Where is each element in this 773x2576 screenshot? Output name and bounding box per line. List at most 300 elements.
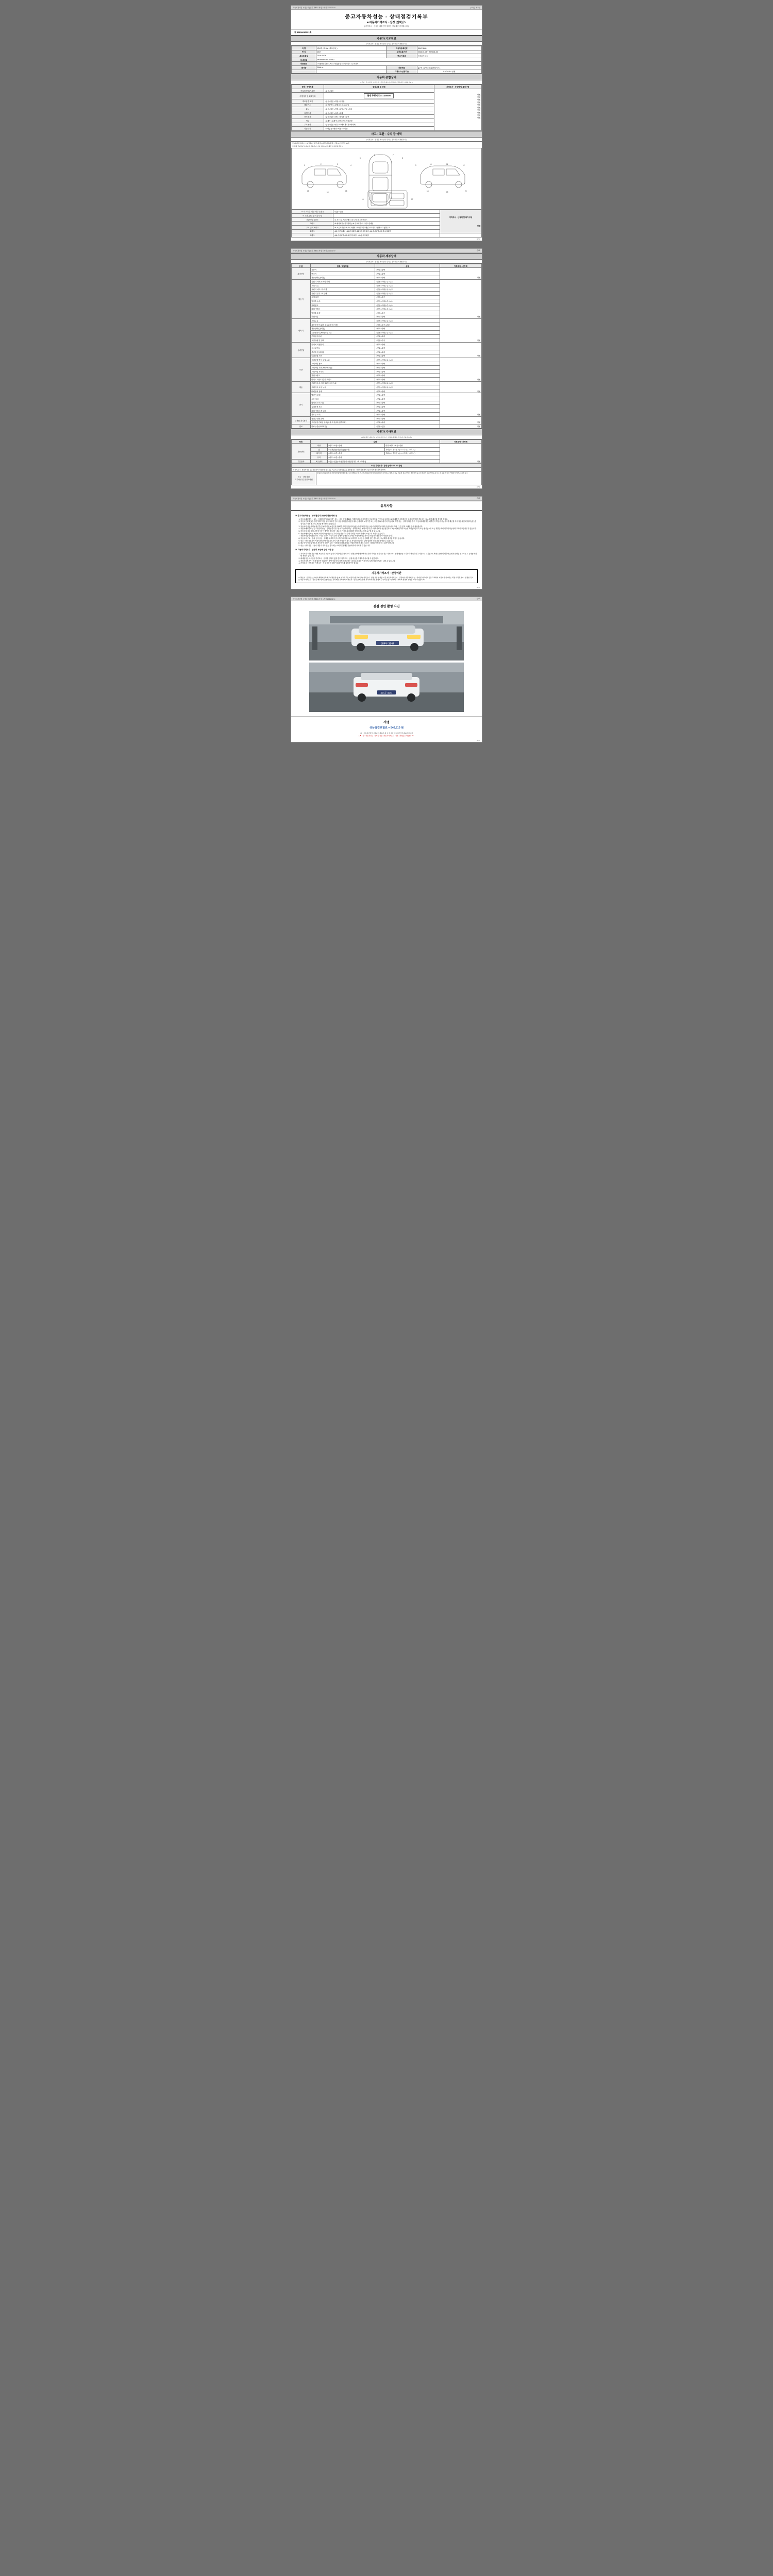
overall-note-cell bbox=[434, 89, 481, 130]
svg-text:12: 12 bbox=[463, 164, 465, 166]
note-unit-4: 만원 bbox=[477, 101, 481, 104]
value-model-year: 2017 bbox=[316, 50, 386, 54]
price-summary-value: 0 0 0 0 0 만원 bbox=[391, 465, 402, 467]
detail-part-label: 클러치 어셈블리 bbox=[310, 342, 375, 346]
etc-label-glass: 유리 bbox=[310, 455, 327, 460]
etc-col-price: 가격조사 · 산정액 bbox=[440, 439, 481, 444]
table-row bbox=[292, 233, 482, 238]
photos-title: 점검 정면 촬영 사진 bbox=[373, 605, 400, 609]
row-label-usage-change: 용도변경 bbox=[292, 115, 324, 119]
page-2 bbox=[291, 248, 482, 489]
accident-check-options[interactable]: □없음 □있음 bbox=[333, 210, 440, 214]
row-detail-tuning: □없음 □있음 □적법 □불법 □구조 □장치 bbox=[324, 107, 434, 111]
detail-group-label: 고전원 전기장치 bbox=[292, 417, 311, 425]
etc-state-possession[interactable]: □없음 □있음(□사용설명서 □안전삼각대 □잭 □스패너) bbox=[328, 459, 440, 463]
svg-text:11: 11 bbox=[446, 163, 448, 165]
detail-state-options[interactable]: □양호 □불량 bbox=[375, 342, 440, 346]
section-overall-note: ( 주행 · 주요골격, 가격조사 · 산정은 매수인이 원하는 경우에만 기재합니다 ) bbox=[291, 80, 482, 84]
detail-state-options[interactable]: □없음 □미세누유 □누유 bbox=[375, 330, 440, 334]
row-detail-modification: □없음 □있음 □적합 □부적합 bbox=[324, 99, 434, 103]
detail-group-label: 자기진단 bbox=[292, 268, 311, 280]
section-overall-title: 자동차 종합상태 bbox=[291, 74, 482, 80]
row-detail-recall: □해당없음 □해당 □이행 □미이행 bbox=[324, 127, 434, 131]
detail-part-label: 등속조인트 bbox=[310, 346, 375, 350]
etc-state-interior[interactable] bbox=[384, 444, 440, 448]
value-inspection-period: 2023-01-03 ~ 2025-01-03 bbox=[417, 50, 481, 54]
detail-part-label: 디퍼렌셜 기어 bbox=[310, 354, 375, 358]
notice-item: 3. 자동차가격조사 · 산정 내용은 매수인이 해당 자동차의 가격을 판단하는 데 참고가 되는 자료이며, 실제 거래가격과는 다를 수 있습니다. bbox=[300, 560, 478, 563]
detail-group-label: 전기 bbox=[292, 393, 311, 417]
detail-part-label: 브레이크 오일 누유 bbox=[310, 385, 375, 389]
detail-state-options[interactable]: □양호 □불량 bbox=[375, 369, 440, 374]
detail-state-options[interactable]: □양호 □불량 bbox=[375, 374, 440, 378]
accident-parts-title: ※ 교환, 판금 등 이상 부위 bbox=[292, 214, 333, 218]
detail-part-label: 타이로드엔드 및 볼 조인트 bbox=[310, 378, 375, 382]
detail-part-label: 실린더 커버 로커암 커버 bbox=[310, 280, 375, 284]
detail-part-label: 추진축 및 베어링 bbox=[310, 350, 375, 354]
etc-col-item: 항목 bbox=[292, 439, 311, 444]
accident-note-unit: 만원 bbox=[477, 225, 481, 227]
etc-state-tire2[interactable]: 후좌 ( □ / 후우전 □ ) □ □ / 후우 ( □ / 후 □ ) bbox=[384, 451, 440, 455]
notice-item: 4. 자동차매매업자는 중고자동차 성능 · 상태점검기록부를 매수인에게 성능 · 상태를 확인 매매 보장기간 · 내역정보의 성능점검자의 보증 매매업자의 보증을 교환 ( 보증수리 또는 환불 ) 소정 또는 개별금액에 대하여 성능상태 고지의 보증의무가 있습니다. bbox=[300, 528, 478, 530]
signature-title: 서명 bbox=[291, 716, 482, 726]
parts-rank-a: A랭크 bbox=[314, 226, 318, 229]
col-detail: 점검내용 및 상태 bbox=[324, 85, 434, 89]
photo-rear-view bbox=[309, 663, 464, 712]
detail-state-options[interactable]: □적정 □부족 □과다 bbox=[375, 323, 440, 327]
detail-state-options[interactable]: □양호 □불량 bbox=[375, 420, 440, 425]
detail-part-label: 라디에이터 bbox=[310, 307, 375, 311]
label-vin: 차대번호 bbox=[292, 58, 316, 62]
note-unit-9: 만원 bbox=[477, 114, 481, 116]
svg-text:2: 2 bbox=[321, 163, 322, 165]
detail-part-label: 작동상태 (공회전) bbox=[310, 327, 375, 331]
value-fuel-used: ■무연 □유연 □기타( LPG/가스 ) bbox=[417, 65, 481, 70]
detail-part-label: 배력장치 상태 bbox=[310, 389, 375, 393]
section-detail-title: 자동차 세부상태 bbox=[291, 253, 482, 260]
topbar-4-left: 자동차관리법 시행규칙 [별지 제82호서식] <개정 2021.11.9> bbox=[293, 598, 335, 601]
detail-part-label: 시동 모터 bbox=[310, 397, 375, 401]
detail-price-cell: 만원 bbox=[440, 358, 481, 382]
basic-info-table bbox=[291, 46, 482, 74]
detail-state-options[interactable]: □적정 □부족 bbox=[375, 338, 440, 343]
notice-body bbox=[291, 511, 482, 567]
col-state: 상태 bbox=[375, 264, 440, 268]
parts-rank-5: C랭크 bbox=[292, 233, 333, 238]
detail-part-label: 실내송풍 모터 bbox=[310, 405, 375, 409]
detail-state-options[interactable]: □양호 □불량 bbox=[375, 276, 440, 280]
parts-row-3[interactable]: □8.프론트패널 □9.크로스멤버 □10.인사이드패널 □11.사이드멤버 □12.휠하우스 bbox=[333, 226, 440, 230]
value-fuel-type: □가솔린 ■디젤 □LPG □기타(전기) □하이브리드 □수소전기 bbox=[316, 62, 481, 66]
table-header-row bbox=[292, 264, 482, 268]
table-row bbox=[292, 467, 482, 471]
etc-group-basic-items: 기본품목 bbox=[292, 459, 311, 463]
detail-state-options[interactable]: □양호 □불량 bbox=[375, 397, 440, 401]
notice-item: 3. 자동차의 성능상태 보장기간은 30일 이상 보증거리 2,000킬로미터이상이며 (성능거리 30일 이상, 보증거리 2천킬로미터 이상이어야 하며, 그 중 먼저 도래한 것을 적용합니다. bbox=[300, 526, 478, 528]
detail-group-label: 동력전달 bbox=[292, 342, 311, 358]
note-unit-3: 만원 bbox=[477, 98, 481, 101]
table-row bbox=[292, 425, 482, 429]
table-header-row bbox=[292, 439, 482, 444]
row-label-recall: 리콜대상 bbox=[292, 127, 324, 131]
detail-part-label: 실린더 헤드 / 가스켓 bbox=[310, 287, 375, 292]
notice-item: 6. 자동차매매업자는 보증에 대하여 자동차인도일부터 성능점검기록부에 기재된 보증기간 내에 보증수리 책임이 있습니다. bbox=[300, 533, 478, 535]
table-row bbox=[292, 210, 482, 214]
row-detail-special-history: □없음 □있음 □침수 □화재 bbox=[324, 111, 434, 115]
note-unit-6: 만원 bbox=[477, 106, 481, 109]
detail-state-options[interactable]: □양호 □불량 bbox=[375, 417, 440, 421]
detail-state-options[interactable]: □양호 □불량 bbox=[375, 401, 440, 405]
table-row bbox=[292, 70, 482, 74]
page-4 bbox=[291, 597, 482, 742]
detail-part-label: 자동변속기 (A/T) 오일유량 및 상태 bbox=[310, 323, 375, 327]
notice-title: 유의사항 bbox=[291, 501, 482, 511]
table-row bbox=[292, 381, 482, 385]
vehicle-damage-diagram[interactable] bbox=[291, 148, 482, 210]
document-subtitle: ■ 자동차가격조사 · 산정 (선택) ▷ bbox=[367, 21, 406, 24]
value-car-name: 쉐보레 (쉐 206 (세보람들 ) bbox=[316, 46, 386, 50]
label-car-name: 차 명 bbox=[292, 46, 316, 50]
remarks-content: 환승폰트회원니 신차대비 60만원에 낙찰되었나 147,650km(가, 15,876,690원/년간이력(만원)의 비교해 또는 할부로 기능 여불한 검증시에서 비피아자 중고차 폐교시 부분적인 등은 모두 복사된 것들과 거래되기 어려운 지 입니다. bbox=[316, 471, 481, 485]
mileage-value: 현재 주행거리 147,650km bbox=[364, 93, 394, 98]
detail-state-options[interactable]: □양호 □불량 bbox=[375, 350, 440, 354]
parts-row-1[interactable]: □1.후드 □2.프론트휀더 □3.도어 □4.트렁크리드 bbox=[333, 217, 440, 222]
detail-part-label: 냉각수 누수 bbox=[310, 299, 375, 303]
svg-text:15: 15 bbox=[345, 190, 347, 192]
page-3-topbar bbox=[291, 497, 482, 501]
detail-state-options[interactable]: □양호 □불량 bbox=[375, 334, 440, 338]
parts-row-5-note bbox=[440, 233, 481, 238]
detail-part-label: 오일 누유 bbox=[310, 283, 375, 287]
row-detail-options: □없음 □있음 □선루프 □내비게이션 □에어백 bbox=[324, 123, 434, 127]
notice-item: 1. 자동차매매업자는 성능 · 상태점검기록부(이하 " 성능 · 상태 책임 제30조 기재한 내용을 고지하지 아니하거나 거짓으로 고지함으로써 매수인에게 재산상 손해가 발생한 경우에는 그 손해를 배상할 책임을 집니다. bbox=[300, 518, 478, 521]
notice-item: 2. 자동차인도일(성능점검기록부 작성 원도 교부가 인도 성능상태점검 내용을 매수인에 대해 보장기간 또는 보증거리(보장거리 자동차와 계약 성능 · 상태가 다른 경우, 자동차매매업자는 매수인의 책임성 성능상태를 제공할 의무 자동차인도일부터(성능점검기록부 작성 원도의) 보증을 확인할 수 있습니다. bbox=[300, 520, 478, 525]
row-label-modification: 개조변경 표기 bbox=[292, 99, 324, 103]
topbar-2-left: 자동차관리법 시행규칙 [별지 제82호서식] <개정 2021.11.9> bbox=[293, 249, 335, 252]
svg-text:16: 16 bbox=[362, 198, 364, 200]
detail-part-label: 냉각수 수량 bbox=[310, 311, 375, 315]
price-definition-text: "가격조사 · 산정"은 소비자가 해당자동차의 구매결정을 할 때 참고가 되는 자동차 (중고자동차) 가격조사 · 산정 내용 안내를 기준 자동차가격조사 · 산정자가 자동차의 성능 · 상태 및 사고이력 등을 고려하여 시장에서 거래되는 적정 가격을 조사 · 산정한 것으로 자동차가격조사 · 산정은 매수인의 요청이 있는 경우에만 실시하며 가격조사 · 산정 금액은 참조 가격이며 관련 법령의 구속력은 없고 실제의 구매자의 결정에 영향을 미칠 수 없습니다. bbox=[298, 576, 474, 581]
etc-label-tire: 타이어 bbox=[310, 451, 327, 455]
page-topbar bbox=[291, 6, 482, 10]
section-basic-title: 자동차 기본정보 bbox=[291, 35, 482, 42]
col-note: 가격조사 · 산정액 및 특기사항 bbox=[434, 85, 481, 89]
detail-part-label: 작동상태 (공회전) bbox=[310, 276, 375, 280]
svg-text:18: 18 bbox=[427, 190, 429, 192]
detail-state-options[interactable]: □없음 □있음 bbox=[375, 425, 440, 429]
etc-state-glass[interactable]: □양호 □보통 □불량 bbox=[328, 455, 440, 460]
svg-text:7: 7 bbox=[393, 154, 394, 156]
svg-text:19: 19 bbox=[446, 191, 448, 193]
row-label-special-history: 특별이력 bbox=[292, 111, 324, 115]
value-first-registration: 2016-09-26 bbox=[316, 54, 386, 58]
detail-group-label: 변속기 bbox=[292, 319, 311, 343]
notice-item: 1. 가격조사 · 산정자는 매매 보증기간 또는 보증거리 이내에 본 가격조사 · 산정금액에 대하여 매수인이 이의를 제기하는 경우 가격조사 · 산정 내용을 고지하지 아니하거나 거짓으로 고지함으로써 매수인에게 재산상 손해가 발생한 경우에는 그 손해를 배상할 책임이 있습니다. bbox=[300, 553, 478, 557]
parts-rank-4: B랭크 bbox=[292, 229, 333, 233]
remarks-label bbox=[292, 471, 316, 485]
table-row bbox=[292, 471, 482, 485]
parts-group-outer-label: 외판 부위 bbox=[306, 218, 314, 221]
note-unit-5: 만원 bbox=[477, 104, 481, 106]
notice-list-1 bbox=[295, 518, 478, 547]
detail-state-options[interactable]: □양호 □불량 bbox=[375, 378, 440, 382]
notice-item: 5. 자동차의 성능상태 내역에 이상이 발생한 경우에는 매수인은 자동차매매업자에게 보증수리를 요구할 수 있습니다. bbox=[300, 530, 478, 533]
remarks-label-2: 특기사항 및 점검자의견 bbox=[295, 479, 313, 481]
topbar-3-right: (3/3) bbox=[477, 497, 480, 499]
table-row bbox=[292, 65, 482, 70]
inspection-insurance-fee: 성능점검보험료 = 546,810 원 bbox=[369, 726, 404, 730]
detail-state-options[interactable]: □없음 □미세누유 □누유 bbox=[375, 381, 440, 385]
row-detail-usage-change: □없음 □있음 □렌트 □영업용 □관용 bbox=[324, 115, 434, 119]
note-unit-7: 만원 bbox=[477, 109, 481, 111]
row-label-transfer: 전일체 및 특기사항 bbox=[292, 89, 324, 93]
notice-item: 11. 성능 · 상태점검 내용에 대한 이의가 있는 경우에는 소비자분쟁해결기준에 따라 처리할 수 있습니다. bbox=[300, 545, 478, 547]
detail-group-label: 원동기 bbox=[292, 280, 311, 319]
price-definition-box bbox=[295, 569, 478, 584]
label-model-year: 연 식 bbox=[292, 50, 316, 54]
value-blank bbox=[316, 70, 386, 74]
detail-part-label: 워터펌프 bbox=[310, 303, 375, 307]
etc-label-possession: 보유상태 bbox=[310, 459, 327, 463]
detail-state-options[interactable]: □양호 □불량 bbox=[375, 315, 440, 319]
table-row bbox=[292, 393, 482, 397]
etc-state-wheel2[interactable]: 후좌 ( □ / 후우전 □ ) □ □ / 후우 ( □ / 후 □ ) bbox=[384, 447, 440, 451]
value-transmission: 자동6단 등속 bbox=[417, 54, 481, 58]
detail-price-cell: 만원 bbox=[440, 280, 481, 319]
notice-list-2 bbox=[295, 553, 478, 565]
detail-group-label: 조향 bbox=[292, 358, 311, 382]
topbar-right-text: (3쪽중 제1쪽) bbox=[470, 7, 480, 9]
etc-col-state: 상태 bbox=[310, 439, 440, 444]
detail-state-options[interactable]: □양호 □불량 bbox=[375, 268, 440, 272]
detail-state-options[interactable]: □양호 □불량 bbox=[375, 405, 440, 409]
notice-item: 7. 자동차성능상태점검자가 고지한 내용이 사실과 달라 손해가 발생한 경우에는 자동차매매업자 또는 성능상태점검자가 책임을 집니다. bbox=[300, 535, 478, 537]
svg-text:304두 3644: 304두 3644 bbox=[380, 691, 393, 694]
svg-text:13: 13 bbox=[307, 190, 309, 192]
detail-part-label: 오일유량 및 상태 bbox=[310, 338, 375, 343]
row-label-tuning: 튜닝 bbox=[292, 107, 324, 111]
parts-row-2[interactable]: □5.쿼터패널 ( 리어휀더 ) □6.루프패널 □7.사이드실패널 bbox=[333, 222, 440, 226]
detail-state-options[interactable]: □양호 □불량 bbox=[375, 362, 440, 366]
notice-head-2: ※ 자동차가격조사 · 산정의 보증에 관한 사항 등 bbox=[295, 549, 334, 551]
signature-footnote-1: [ ▼ ] 자동차관리법 시행규칙 제82조 제 호 에 따라 자동차관리법 제20조에 따라 bbox=[360, 732, 413, 735]
detail-part-label: 스티어링 펌프 bbox=[310, 362, 375, 366]
detail-state-options[interactable]: □양호 □불량 bbox=[375, 389, 440, 393]
note-unit-2: 만원 bbox=[477, 96, 481, 98]
detail-state-options[interactable]: □없음 □미세누수 □누수 bbox=[375, 303, 440, 307]
detail-part-label: 발전기 출력 bbox=[310, 393, 375, 397]
page-3 bbox=[291, 496, 482, 590]
detail-price-cell: 만원 bbox=[440, 417, 481, 425]
notice-item: 4. 가격조사 · 산정자는 가격조사 · 산정 내용에 대하여 매수인에게 설명하여야 합니다. bbox=[300, 562, 478, 565]
topbar-4-right: (4/4) bbox=[477, 598, 480, 600]
detail-state-options[interactable]: □없음 □미세누유 □누유 bbox=[375, 280, 440, 284]
detail-state-options[interactable]: □없음 □미세누수 □누수 bbox=[375, 307, 440, 311]
price-summary-note-text: ※ 가격조사 · 산정가격은 성능점검자가 작성한 점검내용을 기준으로 작성되었음을 확인합니다. bbox=[292, 468, 356, 471]
page-4-footer: (4/4) bbox=[476, 739, 480, 742]
note-unit-8: 만원 bbox=[477, 111, 481, 114]
svg-text:4: 4 bbox=[350, 164, 351, 166]
detail-part-label: 오일 유량 bbox=[310, 295, 375, 299]
detail-state-options[interactable]: □양호 □불량 bbox=[375, 409, 440, 413]
label-price-basis: 가격조사·산정기준 bbox=[386, 70, 417, 74]
svg-text:20: 20 bbox=[465, 190, 467, 192]
label-fuel-type: 사용연료 bbox=[292, 62, 316, 66]
value-displacement: 2046 cc bbox=[316, 65, 386, 70]
label-fuel-used: 사용연료 bbox=[386, 65, 417, 70]
price-summary-title bbox=[292, 464, 482, 468]
detail-part-label: 동력조향 작동 오일 누유 bbox=[310, 358, 375, 362]
document-subnote: ( 가격조사 · 산정은 매수인이 원하는 경우에만 기재합니다 ) bbox=[291, 25, 482, 29]
detail-part-label: 커먼레일 bbox=[310, 315, 375, 319]
price-summary-title-text: ※ 총 가격조사 · 산정 금액 bbox=[371, 465, 391, 467]
table-row bbox=[292, 89, 482, 93]
svg-text:304두 3644: 304두 3644 bbox=[381, 642, 394, 646]
detail-part-label: 와이퍼 모터 기능 bbox=[310, 401, 375, 405]
detail-state-options[interactable]: □없음 □미세누유 □누유 bbox=[375, 287, 440, 292]
detail-state-options[interactable]: □양호 □불량 bbox=[375, 393, 440, 397]
detail-part-label: 브레이크 마스터 실린더오일 누유 bbox=[310, 381, 375, 385]
table-row bbox=[292, 268, 482, 272]
detail-group-label: 연료 bbox=[292, 425, 311, 429]
table-row bbox=[292, 46, 482, 50]
row-label-mileage: 주행거리 및 최초등록 bbox=[292, 93, 324, 99]
svg-text:3: 3 bbox=[337, 163, 338, 165]
table-row bbox=[292, 50, 482, 54]
parts-group-outer bbox=[292, 217, 333, 222]
svg-text:6: 6 bbox=[374, 154, 375, 156]
detail-part-label: 고전원전기배선 상태(피복,고정상태,접촉보호) bbox=[310, 420, 375, 425]
table-row bbox=[292, 444, 482, 448]
svg-text:14: 14 bbox=[327, 191, 329, 193]
table-row bbox=[292, 464, 482, 468]
detail-state-options[interactable]: □양호 □불량 bbox=[375, 327, 440, 331]
signature-footnote-2: [ ▼ ] 중고자동차성능 · 상태를 점검 [ 자동차가격조사 · 산정 ] 하였음을 확인합니다. bbox=[359, 735, 414, 737]
page-3-footer: (3/3) bbox=[476, 586, 480, 589]
overall-state-table bbox=[291, 84, 482, 131]
svg-text:1: 1 bbox=[304, 164, 305, 166]
detail-state-options[interactable]: □없음 □미세누유 □누유 bbox=[375, 283, 440, 287]
detail-part-label: 충전구 절연 상태 bbox=[310, 417, 375, 421]
detail-state-options[interactable]: □양호 □불량 bbox=[375, 354, 440, 358]
price-summary-options[interactable]: □신차기준가격 □중고차시세 □가치하락액 bbox=[356, 468, 385, 471]
label-transmission: 변속기종류 bbox=[386, 54, 417, 58]
accident-parts-table bbox=[291, 210, 482, 238]
parts-rank-2: 2랭크 bbox=[292, 222, 333, 226]
label-displacement: 배기량 bbox=[292, 65, 316, 70]
detail-part-label: 오일누유 bbox=[310, 319, 375, 323]
table-row bbox=[292, 58, 482, 62]
col-price: 가격조사 · 산정액 bbox=[440, 264, 481, 268]
etc-state-wheel[interactable]: □ 전좌(전)(□전) 전우(전)(□전) bbox=[328, 447, 385, 451]
label-blank bbox=[292, 70, 316, 74]
document-number: 제 56100010131호 bbox=[294, 31, 312, 33]
svg-text:17: 17 bbox=[411, 198, 413, 200]
detail-state-options[interactable]: □적정 □부족 bbox=[375, 295, 440, 299]
value-vin: SKB84BN7AC-17/987 bbox=[316, 58, 481, 62]
label-first-registration: 최초등록일 bbox=[292, 54, 316, 58]
etc-label-interior: 내장 bbox=[385, 445, 389, 447]
detail-state-options[interactable]: □없음 □미세누유 □누유 bbox=[375, 385, 440, 389]
price-definition-title: 자동차가격조사 · 산정이란 bbox=[372, 571, 401, 575]
etc-table bbox=[291, 439, 482, 464]
table-row bbox=[292, 54, 482, 58]
parts-rank-3 bbox=[292, 226, 333, 230]
row-label-options: 주요옵션 bbox=[292, 123, 324, 127]
detail-price-cell: 만원 bbox=[440, 381, 481, 393]
detail-part-label: 원동기 bbox=[310, 268, 375, 272]
section-accident-note: ( 가격조사 · 산정은 매수인이 원하는 경우에만 기재합니다 ) bbox=[291, 138, 482, 142]
detail-state-options[interactable]: □양호 □불량 bbox=[375, 272, 440, 276]
row-label-emission: 배출가스 bbox=[292, 103, 324, 107]
value-plate-no: 304도3644 bbox=[417, 46, 481, 50]
detail-state-table bbox=[291, 264, 482, 429]
detail-part-label: 스티어링 기어 (MDPS포함) bbox=[310, 366, 375, 370]
label-inspection-period: 검사유효기간 bbox=[386, 50, 417, 54]
col-group: 구 분 bbox=[292, 264, 311, 268]
detail-group-label: 제동 bbox=[292, 381, 311, 393]
detail-state-options[interactable]: □없음 □미세누유 □누유 bbox=[375, 319, 440, 323]
notice-item: 10. 매수인이 인도일 이후의 자동차에 대하여 성능 · 상태점검 내용과 다른 사항을 발견한 경우 매도인 · 매매업자에게 즉시 알려야 합니다. bbox=[300, 542, 478, 545]
notice-head-1: ※ 중고자동차성능 · 상태점검자 보증에 관한 사항 등 bbox=[295, 514, 338, 517]
svg-text:9: 9 bbox=[415, 164, 416, 166]
price-summary-table bbox=[291, 463, 482, 485]
etc-group-condition: 사용상태 bbox=[292, 444, 311, 459]
detail-part-label: 스티어링 조인트 bbox=[310, 369, 375, 374]
table-row bbox=[292, 417, 482, 421]
detail-part-label: 수동변속기 (M/T) 오일누유 bbox=[310, 330, 375, 334]
col-item: 항목 / 해당부품 bbox=[292, 85, 324, 89]
detail-state-options[interactable]: □양호 □불량 bbox=[375, 366, 440, 370]
label-plate-no: 자동차등록번호 bbox=[386, 46, 417, 50]
section-basic-note: ( 가격조사 · 산정은 매수인이 원하는 경우에만 기재합니다 ) bbox=[291, 42, 482, 46]
detail-part-label: 기어변속장치 bbox=[310, 334, 375, 338]
accident-note-label-text: 가격조사 · 산정액 및 특기사항 bbox=[449, 216, 473, 218]
section-detail-note: ( 가격조사 · 산정은 매수인이 원하는 경우에만 기재합니다 ) bbox=[291, 260, 482, 264]
etc-state-tire[interactable]: □양호 □보통 □불량 bbox=[328, 451, 385, 455]
parts-row-5[interactable]: □18.리어패널 □19.패키지트레이 □20.플로어패널 bbox=[333, 233, 440, 238]
table-row bbox=[292, 342, 482, 346]
detail-state-options[interactable]: □없음 □미세누유 □누유 bbox=[375, 292, 440, 296]
document-title: 중고자동차성능 · 상태점검기록부 bbox=[345, 14, 428, 20]
remarks-label-1: 성능 · 상태점검 bbox=[298, 476, 310, 479]
topbar-2-right: (2/3) bbox=[477, 249, 480, 251]
parts-group-frame-label: 주요 골격 bbox=[306, 226, 314, 229]
detail-state-options[interactable]: □없음 □미세누유 □누유 bbox=[375, 358, 440, 362]
etc-price-cell: 만원 bbox=[440, 444, 481, 463]
row-detail-transfer: □없음 □있음 bbox=[324, 89, 434, 93]
detail-state-options[interactable]: □적정 □부족 bbox=[375, 311, 440, 315]
parts-row-4[interactable]: □13.프론트패널 □14.리어패널 □15.트렁크플로어 □16.대쉬패널 □17.플로어패널 bbox=[333, 229, 440, 233]
page-4-topbar bbox=[291, 597, 482, 601]
row-detail-mileage bbox=[324, 93, 434, 99]
row-detail-emission: □일산화탄소 □탄화수소 % ppm % bbox=[324, 103, 434, 107]
detail-state-options[interactable]: □없음 □미세누수 □누수 bbox=[375, 299, 440, 303]
table-row bbox=[292, 280, 482, 284]
detail-state-options[interactable]: □양호 □불량 bbox=[375, 346, 440, 350]
value-price-basis: 0 0 0 0 0 0 만원 bbox=[417, 70, 481, 74]
section-accident-title: 사고 · 교환 · 수리 등 이력 bbox=[291, 131, 482, 138]
detail-part-label: 윈도우 모터 bbox=[310, 413, 375, 417]
page-1-footer: (1/3) bbox=[476, 238, 480, 240]
etc-state-exterior[interactable]: □양호 □보통 □불량 bbox=[328, 444, 385, 448]
table-row bbox=[292, 62, 482, 66]
detail-part-label: 실린더 블록 / 오일팬 bbox=[310, 292, 375, 296]
accident-legend-1: ※ (상태 표시하는 ) = X(교환) ※ 판금 (용접) = 판금/접합/용접 , 가공 (C) ※ 부식 (A) ※ bbox=[292, 142, 350, 144]
detail-state-options[interactable]: □양호 □불량 bbox=[375, 413, 440, 417]
detail-price-cell: 만원 bbox=[440, 319, 481, 343]
svg-text:5: 5 bbox=[360, 157, 361, 159]
